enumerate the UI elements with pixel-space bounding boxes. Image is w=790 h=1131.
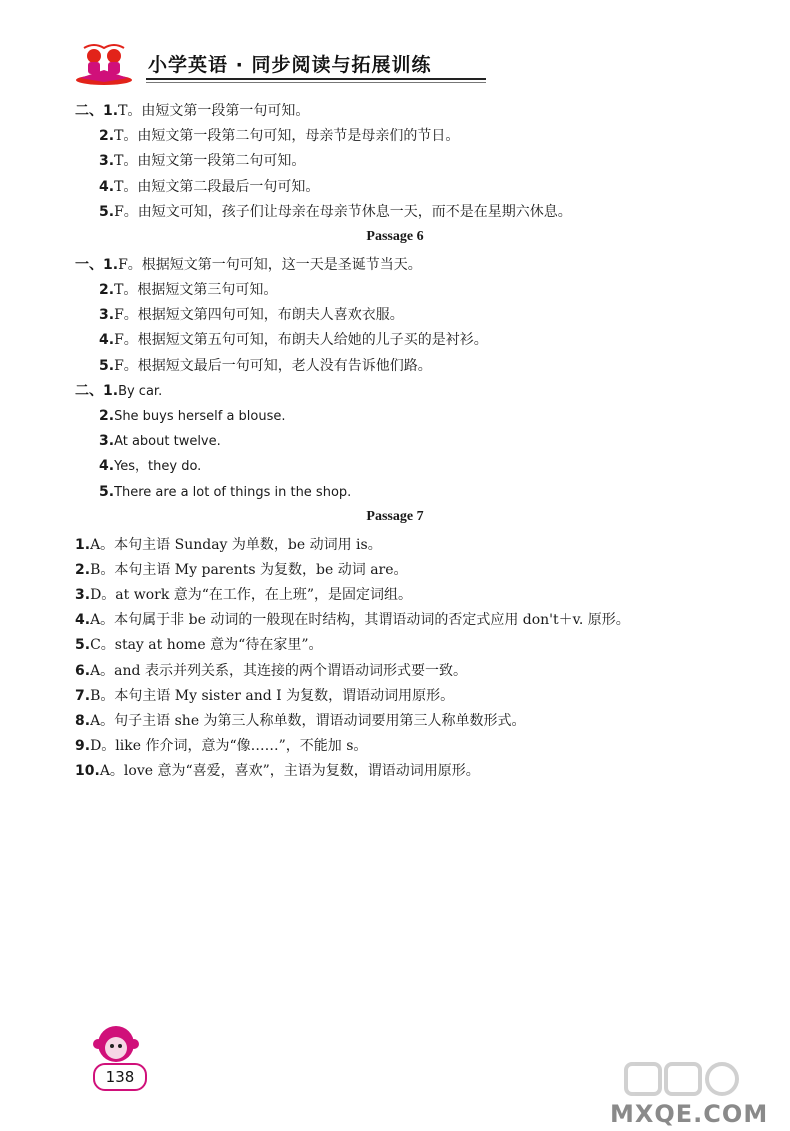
item-text: T。由短文第一段第一句可知。: [118, 103, 310, 119]
item-text: D。like 作介词，意为“像……”，不能加 s。: [90, 738, 368, 755]
item-number: 5.: [99, 357, 115, 374]
page-number: 138: [93, 1063, 147, 1091]
item-text: T。由短文第一段第二句可知，母亲节是母亲们的节日。: [114, 128, 460, 145]
item-text: B。本句主语 My parents 为复数，be 动词 are。: [90, 561, 408, 578]
passage-title: Passage 7: [366, 508, 424, 524]
answer-item: [99, 280, 277, 300]
answer-item: [75, 255, 422, 275]
item-number: 4.: [99, 178, 115, 195]
answer-item: [99, 305, 404, 325]
item-text: F。由短文可知，孩子们让母亲在母亲节休息一天，而不是在星期六休息。: [114, 203, 572, 220]
answer-item: [99, 482, 351, 503]
item-text: T。由短文第二段最后一句可知。: [114, 178, 320, 195]
item-number: 7.: [75, 687, 91, 704]
item-text: F。根据短文第四句可知，布朗夫人喜欢衣服。: [114, 307, 404, 324]
answer-item: [75, 101, 309, 121]
header-rule: [146, 78, 486, 80]
answer-item: [75, 381, 162, 402]
answer-item: [99, 330, 488, 350]
answer-item: [75, 560, 408, 580]
answer-item: [75, 686, 454, 706]
answer-item: [75, 535, 382, 555]
item-text: There are a lot of things in the shop.: [114, 484, 352, 500]
item-number: 2.: [99, 408, 115, 424]
answer-item: [99, 126, 459, 146]
answer-item: [75, 761, 480, 781]
page-header: [70, 40, 490, 90]
item-text: Yes，they do.: [114, 459, 202, 475]
answer-item: [75, 585, 412, 605]
item-text: F。根据短文第一句可知，这一天是圣诞节当天。: [118, 256, 422, 273]
answer-item: [75, 661, 467, 681]
item-number: 二、1.: [75, 103, 119, 119]
item-text: A。本句属于非 be 动词的一般现在时结构，其谓语动词的否定式应用 don't＋v. 原形。: [90, 612, 630, 629]
item-number: 4.: [99, 332, 115, 349]
item-number: 10.: [75, 763, 100, 780]
answer-item: [75, 635, 322, 655]
answer-item: [99, 356, 432, 376]
item-text: A。love 意为“喜爱，喜欢”，主语为复数，谓语动词用原形。: [99, 763, 480, 780]
answer-item: [99, 177, 319, 197]
answer-item: [99, 431, 221, 452]
item-number: 5.: [99, 203, 115, 220]
item-number: 8.: [75, 713, 91, 729]
item-text: C。stay at home 意为“待在家里”。: [90, 637, 323, 654]
item-number: 5.: [75, 637, 91, 654]
item-number: 3.: [75, 587, 91, 603]
passage-title: Passage 6: [366, 229, 424, 244]
item-number: 5.: [99, 483, 115, 500]
item-text: D。at work 意为“在工作，在上班”，是固定词组。: [90, 587, 413, 603]
item-text: F。根据短文第五句可知，布朗夫人给她的儿子买的是衬衫。: [114, 332, 488, 349]
answer-item: [75, 711, 526, 731]
header-rule-thin: [146, 82, 486, 83]
item-text: A。句子主语 she 为第三人称单数，谓语动词要用第三人称单数形式。: [90, 713, 526, 729]
answer-item: [99, 151, 305, 171]
header-title: 小学英语 · 同步阅读与拓展训练: [148, 54, 432, 76]
item-number: 3.: [99, 433, 115, 450]
item-text: She buys herself a blouse.: [114, 409, 286, 424]
item-number: 一、1.: [75, 256, 119, 273]
item-text: T。由短文第一段第二句可知。: [114, 153, 306, 170]
item-number: 3.: [99, 153, 115, 170]
watermark-text: MXQE.COM: [610, 1100, 769, 1128]
item-text: T。根据短文第三句可知。: [114, 282, 278, 298]
item-number: 2.: [75, 561, 91, 578]
item-text: A。and 表示并列关系，其连接的两个谓语动词形式要一致。: [90, 662, 467, 679]
answer-item: [75, 610, 630, 630]
item-number: 3.: [99, 307, 115, 324]
answer-item: [99, 202, 572, 222]
item-number: 2.: [99, 128, 115, 145]
item-number: 6.: [75, 662, 91, 679]
children-reading-logo: [74, 42, 134, 86]
item-number: 9.: [75, 738, 91, 755]
item-number: 4.: [75, 612, 91, 629]
answer-item: [99, 406, 286, 427]
answer-item: [99, 456, 201, 477]
item-text: B。本句主语 My sister and I 为复数，谓语动词用原形。: [90, 687, 455, 704]
item-number: 1.: [75, 536, 91, 553]
item-text: F。根据短文最后一句可知，老人没有告诉他们路。: [114, 357, 432, 374]
item-text: By car.: [118, 383, 163, 399]
item-text: A。本句主语 Sunday 为单数，be 动词用 is。: [90, 536, 382, 553]
item-text: At about twelve.: [114, 434, 221, 450]
answer-item: [75, 736, 367, 756]
item-number: 4.: [99, 458, 115, 475]
item-number: 2.: [99, 282, 115, 298]
item-number: 二、1.: [75, 382, 119, 399]
